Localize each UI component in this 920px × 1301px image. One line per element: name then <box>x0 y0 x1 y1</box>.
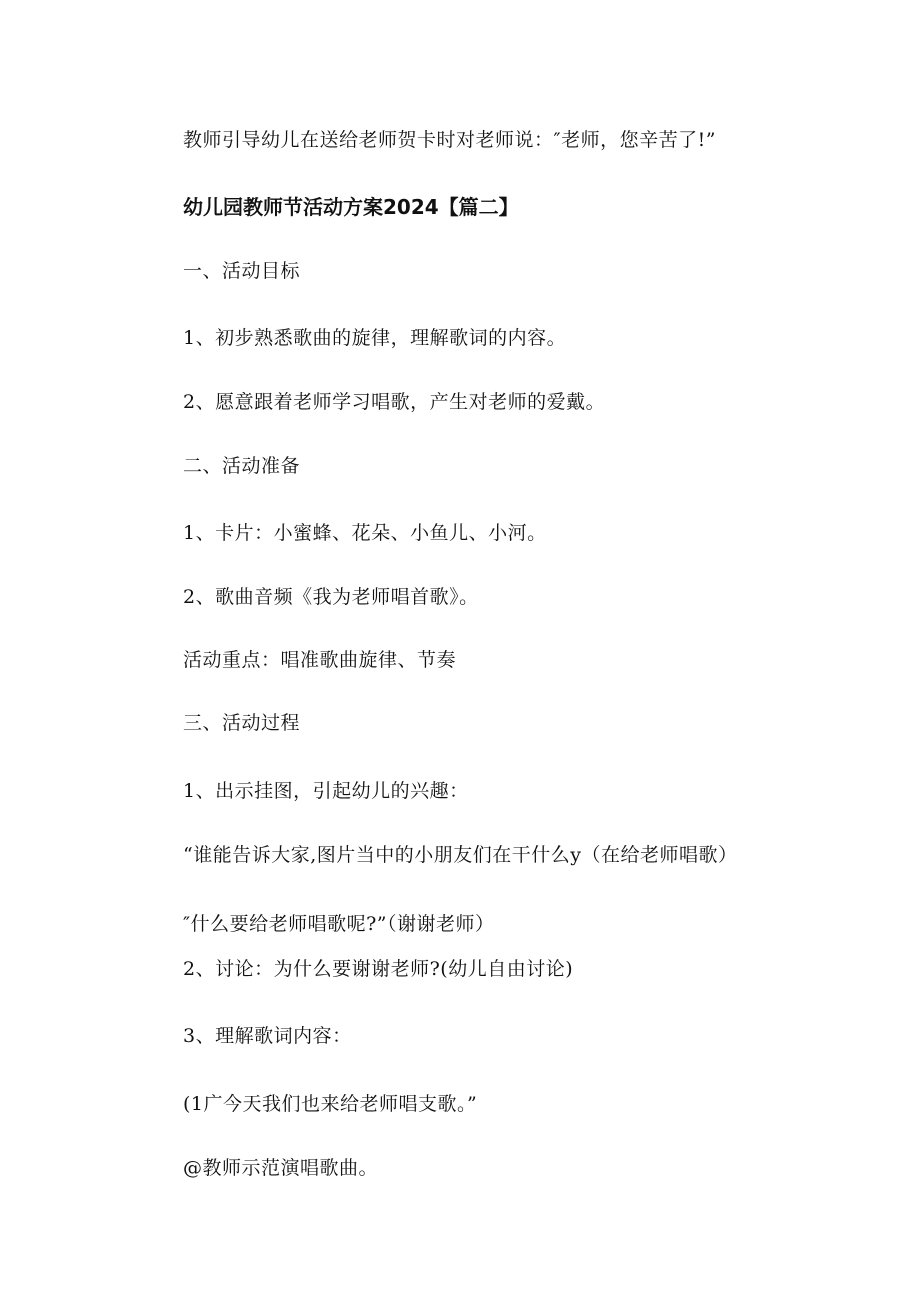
teacher-question-2: ″什么要给老师唱歌呢?”（谢谢老师） <box>183 913 495 935</box>
goal-item-1: 1、初步熟悉歌曲的旋律，理解歌词的内容。 <box>183 327 567 349</box>
process-item-2: 2、讨论：为什么要谢谢老师?(幼儿自由讨论) <box>183 958 574 980</box>
lyrics-step-2: @教师示范演唱歌曲。 <box>183 1157 379 1179</box>
process-heading: 三、活动过程 <box>183 712 301 734</box>
goals-heading: 一、活动目标 <box>183 260 301 282</box>
process-item-1: 1、出示挂图，引起幼儿的兴趣： <box>183 780 469 802</box>
lyrics-step-1: (1广今天我们也来给老师唱支歌。” <box>183 1093 478 1115</box>
key-point: 活动重点：唱准歌曲旋律、节奏 <box>183 649 457 671</box>
preparation-item-2: 2、歌曲音频《我为老师唱首歌》。 <box>183 586 479 608</box>
process-item-3: 3、理解歌词内容： <box>183 1025 352 1047</box>
goal-item-2: 2、愿意跟着老师学习唱歌，产生对老师的爱戴。 <box>183 391 606 413</box>
intro-paragraph: 教师引导幼儿在送给老师贺卡时对老师说：″老师，您辛苦了!” <box>183 129 716 151</box>
preparation-heading: 二、活动准备 <box>183 455 301 477</box>
preparation-item-1: 1、卡片：小蜜蜂、花朵、小鱼儿、小河。 <box>183 522 547 544</box>
section-heading: 幼儿园教师节活动方案2024【篇二】 <box>183 195 519 219</box>
teacher-question-1: “谁能告诉大家,图片当中的小朋友们在干什么y（在给老师唱歌） <box>183 844 738 866</box>
